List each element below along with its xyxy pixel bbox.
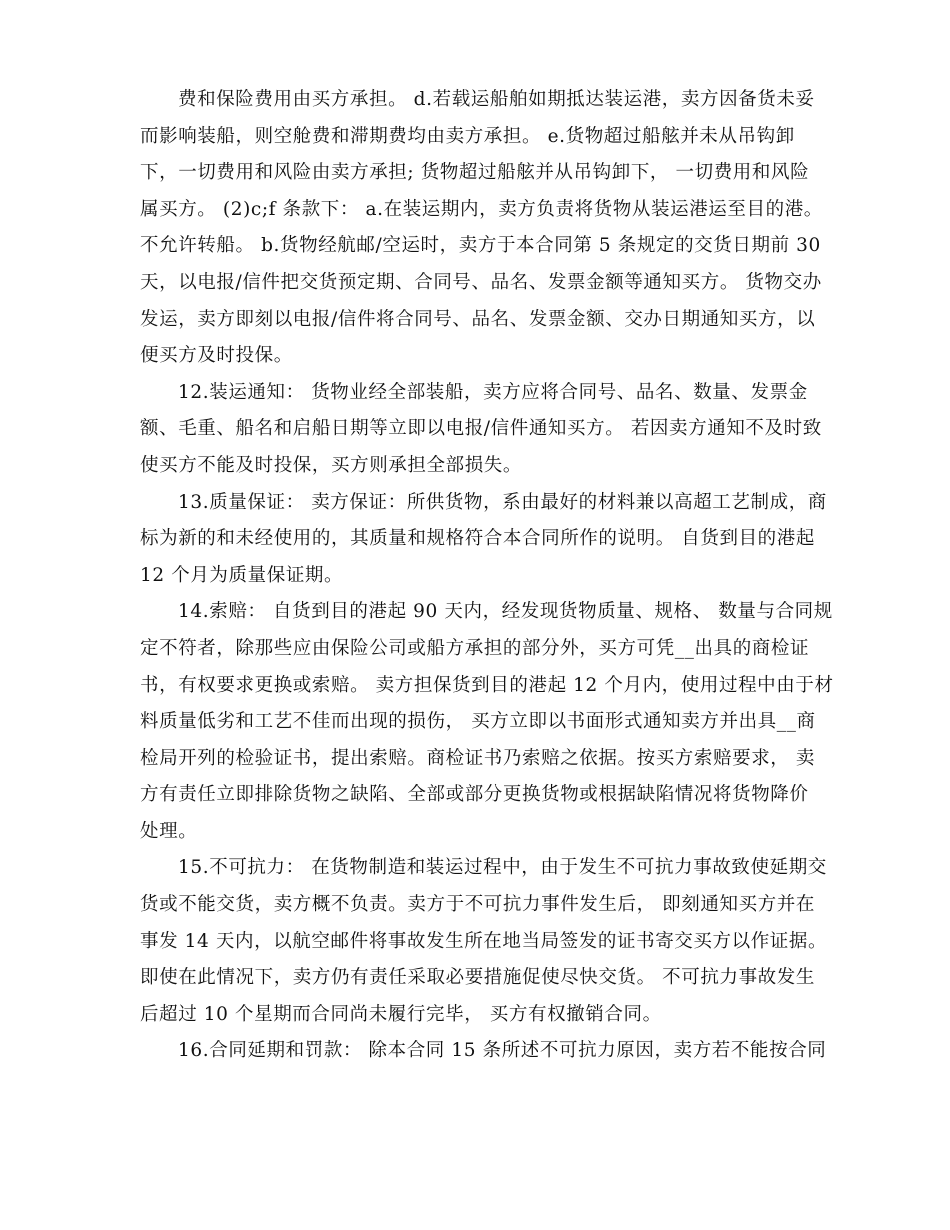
text-line: 货或不能交货，卖方概不负责。卖方于不可抗力事件发生后， 即刻通知买方并在 [140,894,815,916]
paragraph-first-line: 16.合同延期和罚款： 除本合同 15 条所述不可抗力原因，卖方若不能按合同 [178,1040,827,1062]
text-line: 定不符者，除那些应由保险公司或船方承担的部分外，买方可凭__出具的商检证 [140,637,810,659]
text-line: 而影响装船，则空舱费和滞期费均由卖方承担。 e.货物超过船舷并未从吊钩卸 [140,125,795,147]
text-line: 发运，卖方即刻以电报/信件将合同号、品名、发票金额、交办日期通知买方，以 [140,308,816,330]
text-line: 使买方不能及时投保，买方则承担全部损失。 [140,454,523,476]
paragraph-first-line: 费和保险费用由买方承担。 d.若载运船舶如期抵达装运港，卖方因备货未妥 [178,89,815,110]
text-line: 后超过 10 个星期而合同尚未履行完毕， 买方有权撤销合同。 [140,1003,662,1025]
text-line: 检局开列的检验证书，提出索赔。商检证书乃索赔之依据。按买方索赔要求， 卖 [140,747,815,769]
text-line: 天，以电报/信件把交货预定期、合同号、品名、发票金额等通知买方。 货物交办 [140,271,822,293]
text-line: 即使在此情况下，卖方仍有责任采取必要措施促使尽快交货。 不可抗力事故发生 [140,967,815,989]
paragraph-first-line: 14.索赔： 自货到目的港起 90 天内，经发现货物质量、规格、 数量与合同规 [178,601,833,623]
text-line: 方有责任立即排除货物之缺陷、全部或部分更换货物或根据缺陷情况将货物降价 [140,784,809,806]
paragraph-first-line: 12.装运通知： 货物业经全部装船，卖方应将合同号、品名、数量、发票金 [178,381,808,403]
document-body [140,82,834,1070]
paragraph-first-line: 15.不可抗力： 在货物制造和装运过程中，由于发生不可抗力事故致使延期交 [178,857,827,879]
text-line: 书，有权要求更换或索赔。 卖方担保货到目的港起 12 个月内，使用过程中由于材 [140,674,834,696]
text-line: 下，一切费用和风险由卖方承担; 货物超过船舷并从吊钩卸下， 一切费用和风险 [140,162,810,184]
text-line: 12 个月为质量保证期。 [140,564,344,586]
text-line: 便买方及时投保。 [140,345,293,367]
text-line: 事发 14 天内，以航空邮件将事故发生所在地当局签发的证书寄交买方以作证据。 [140,930,828,952]
text-line: 料质量低劣和工艺不佳而出现的损伤， 买方立即以书面形式通知卖方并出具__商 [140,711,816,733]
text-line: 属买方。 (2)c;f 条款下： a.在装运期内，卖方负责将货物从装运港运至目的港。 [140,198,823,220]
text-line: 标为新的和未经使用的，其质量和规格符合本合同所作的说明。 自货到目的港起 [140,528,815,550]
text-line: 额、毛重、船名和启船日期等立即以电报/信件通知买方。 若因卖方通知不及时致 [140,418,822,440]
text-line: 不允许转船。 b.货物经航邮/空运时，卖方于本合同第 5 条规定的交货日期前 30 [140,235,821,257]
text-line: 处理。 [140,820,198,842]
paragraph-first-line: 13.质量保证： 卖方保证：所供货物，系由最好的材料兼以高超工艺制成，商 [178,491,827,513]
